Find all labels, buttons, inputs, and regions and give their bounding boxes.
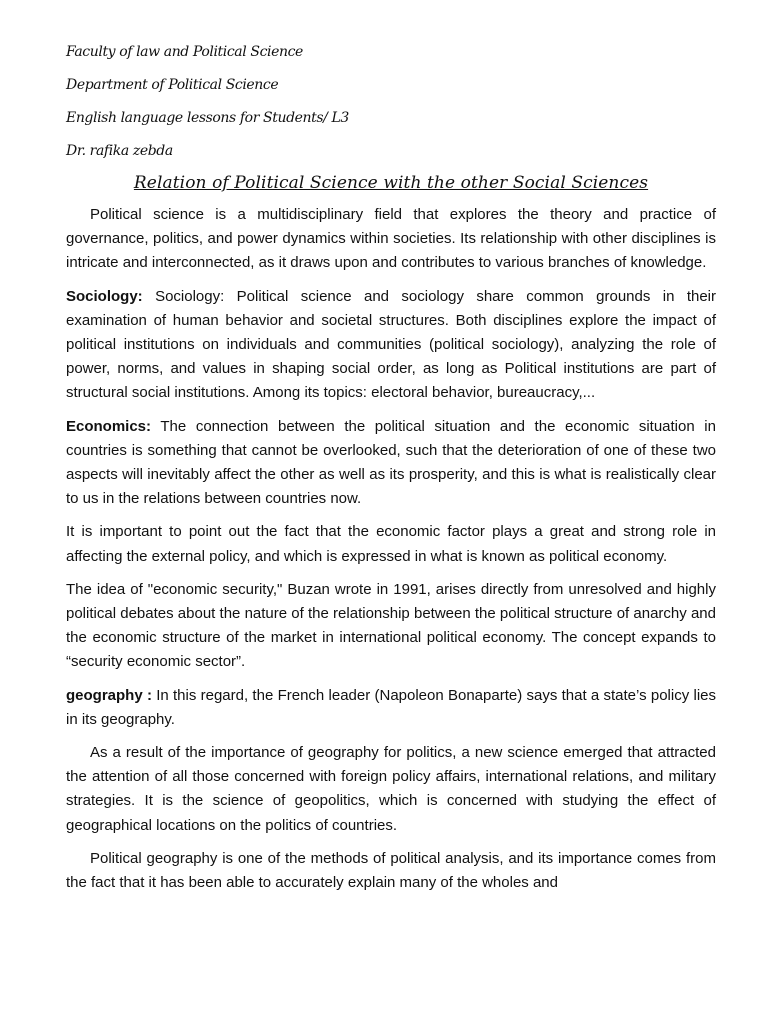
geopolitics-paragraph: As a result of the importance of geography for politics, a new science emerged that attracted the attention of all those concerned with foreign policy affairs, international relations, and military strategies. It is the science of geopolitics, which is concerned with studying the effect of geographical locations on the politics of countries. (66, 744, 716, 834)
political-geography-paragraph: Political geography is one of the methods of political analysis, and its importance comes from the fact that it has been able to accurately explain many of the wholes and (66, 849, 716, 892)
economic-factor-paragraph: It is important to point out the fact that the economic factor plays a great and strong role in affecting the external policy, and which is expressed in what is known as political economy. (66, 523, 716, 565)
sociology-text: Sociology: Political science and sociology share common grounds in their examination of human behavior and societal structures. Both disciplines explore the impact of political institutions on individuals and communities (political sociology), analyzing the role of power, norms, and values in shaping social order, as long as Political institutions are part of structural social institutions. Among its topics: electoral behavior, bureaucracy,... (66, 287, 716, 402)
document-title: Relation of Political Science with the other Social Sciences (133, 173, 649, 193)
department-line: Department of Political Science (66, 77, 279, 93)
economics-label: Economics: (66, 417, 152, 435)
economics-text: The connection between the political situation and the economic situation in countries is something that cannot be overlooked, such that the deterioration of one of these two aspects will inevitably affect the other as well as its prosperity, and this is what is realistically clear to us in the relations between countries now. (66, 417, 716, 508)
geography-paragraph (66, 684, 716, 732)
economic-security-paragraph: The idea of "economic security," Buzan wrote in 1991, arises directly from unresolved and highly political debates about the nature of the relationship between the political structure of anarchy and the economic structure of the market in international political economy. The concept expands to “security economic sector”. (66, 580, 716, 671)
intro-paragraph: Political science is a multidisciplinary field that explores the theory and practice of governance, politics, and power dynamics within societies. Its relationship with other disciplines is intricate and interconnected, as it draws upon and contributes to various branches of knowledge. (66, 206, 716, 272)
author-line: Dr. rafika zebda (66, 143, 173, 159)
sociology-label: Sociology: (66, 287, 143, 305)
course-line: English language lessons for Students/ L3 (66, 110, 349, 126)
document-page (66, 36, 716, 904)
sociology-paragraph (66, 285, 716, 406)
economics-paragraph (66, 415, 716, 512)
faculty-line: Faculty of law and Political Science (66, 44, 303, 60)
geography-label: geography : (66, 686, 152, 704)
geography-text: In this regard, the French leader (Napoleon Bonaparte) says that a state’s policy lies in its geography. (66, 686, 716, 728)
